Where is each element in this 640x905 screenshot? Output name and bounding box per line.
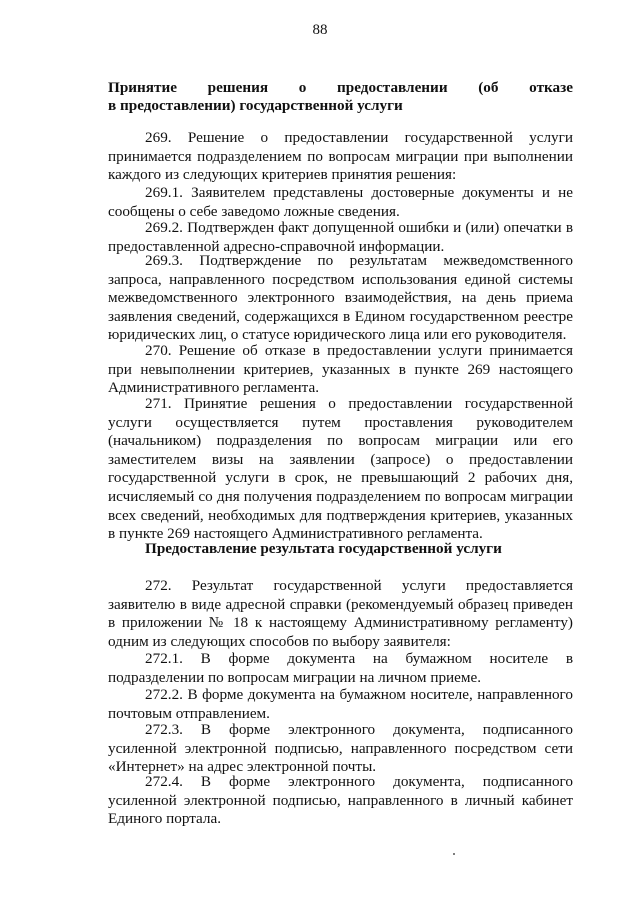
section-title-result: Предоставление результата государственной услуги (145, 540, 502, 557)
paragraph-271: 271. Принятие решения о предоставлении государственной услуги осуществляется путем проставления руководителем (начальником) подразделения по вопросам миграции или его заместителем визы на заявлении (запросе) о предоставлении государственной услуги в срок, не превышающий 2 рабочих дня, исчисляемый со дня получения подразделением по вопросам миграции всех сведений, необходимых для подтверждения критериев, указанных в пункте 269 настоящего Административного регламента. (108, 395, 573, 543)
page-number: 88 (312, 22, 328, 38)
paragraph-272-1: 272.1. В форме документа на бумажном носителе в подразделении по вопросам миграции на личном приеме. (108, 650, 573, 686)
paragraph-272-3: 272.3. В форме электронного документа, подписанного усиленной электронной подписью, направленного посредством сети «Интернет» на адрес электронной почты. (108, 721, 573, 776)
section-title-decision-line1: Принятие решения о предоставлении (об отказе (108, 79, 573, 96)
paragraph-269-3: 269.3. Подтверждение по результатам межведомственного запроса, направленного посредством использования единой системы межведомственного электронного взаимодействия, на день приема заявления сведений, содержащихся в Едином государственном реестре юридических лиц, о статусе юридического лица или его руководителя. (108, 252, 573, 344)
paragraph-272: 272. Результат государственной услуги предоставляется заявителю в виде адресной справки (рекомендуемый образец приведен в приложении № 18 к настоящему Административному регламенту) одним из следующих способов по выбору заявителя: (108, 577, 573, 650)
paragraph-270: 270. Решение об отказе в предоставлении услуги принимается при невыполнении критериев, указанных в пункте 269 настоящего Административного регламента. (108, 342, 573, 397)
paragraph-272-4: 272.4. В форме электронного документа, подписанного усиленной электронной подписью, направленного в личный кабинет Единого портала. (108, 773, 573, 828)
paragraph-269-1: 269.1. Заявителем представлены достоверные документы и не сообщены о себе заведомо ложные сведения. (108, 184, 573, 220)
paragraph-269: 269. Решение о предоставлении государственной услуги принимается подразделением по вопросам миграции при выполнении каждого из следующих критериев принятия решения: (108, 129, 573, 184)
section-title-decision-line2: в предоставлении) государственной услуги (108, 97, 403, 114)
paragraph-272-2: 272.2. В форме документа на бумажном носителе, направленного почтовым отправлением. (108, 686, 573, 722)
paragraph-269-2: 269.2. Подтвержден факт допущенной ошибки и (или) опечатки в предоставленной адресно-справочной информации. (108, 219, 573, 255)
scan-speck (453, 853, 455, 855)
